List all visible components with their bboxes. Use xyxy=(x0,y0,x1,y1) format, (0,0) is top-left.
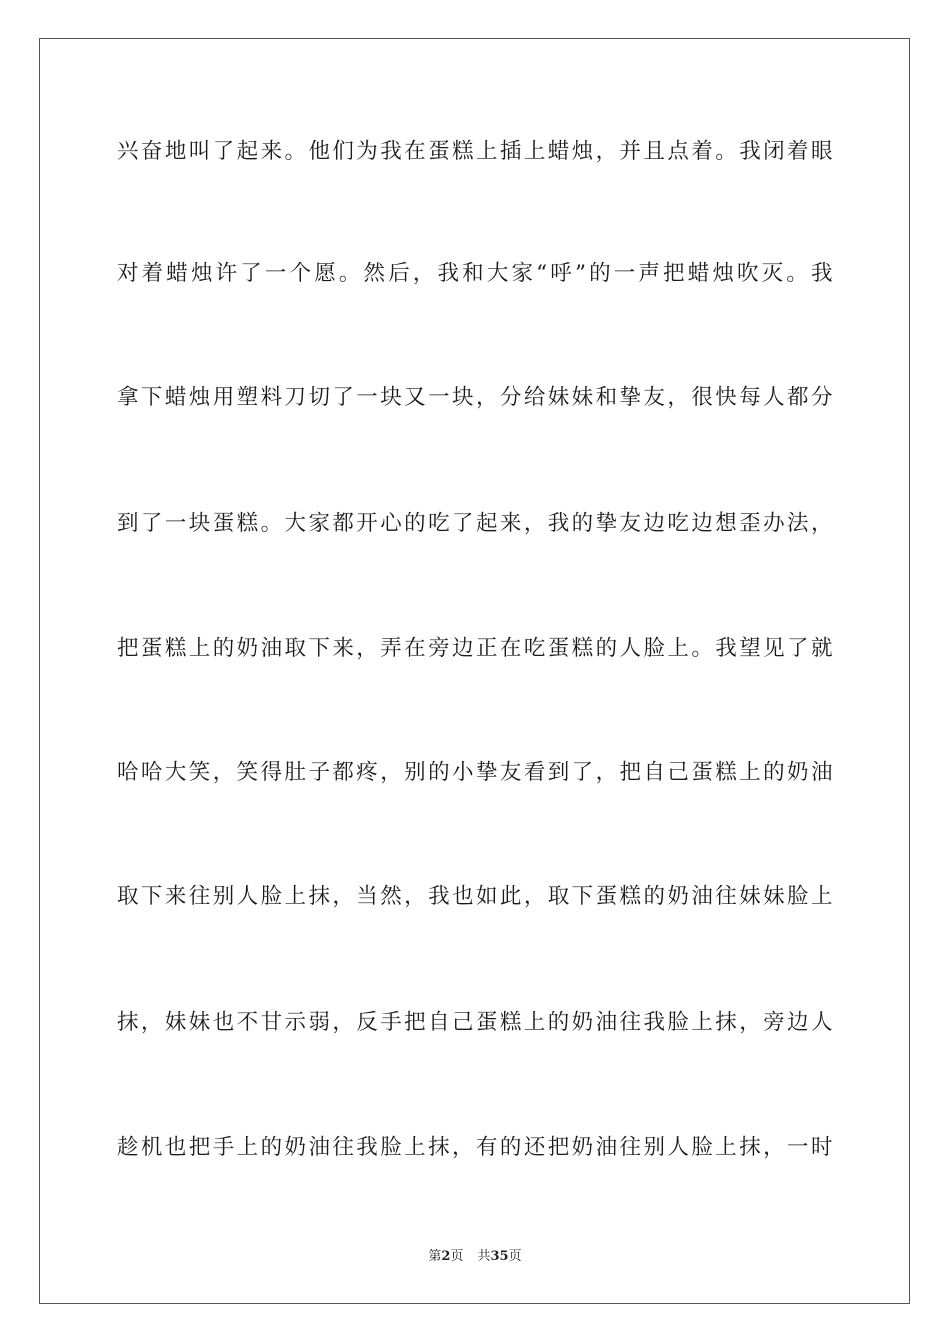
text-line-3: 拿下蜡烛用塑料刀切了一块又一块，分给妹妹和挚友，很快每人都分 xyxy=(117,385,833,410)
page-border xyxy=(39,38,910,1304)
page-number: 2 xyxy=(441,1249,451,1264)
text-line-6: 哈哈大笑，笑得肚子都疼，别的小挚友看到了，把自己蛋糕上的奶油 xyxy=(117,760,833,785)
text-line-7: 取下来往别人脸上抹，当然，我也如此，取下蛋糕的奶油往妹妹脸上 xyxy=(117,884,833,909)
page-footer xyxy=(0,1248,950,1266)
text-line-4: 到了一块蛋糕。大家都开心的吃了起来，我的挚友边吃边想歪办法， xyxy=(117,511,833,536)
total-prefix: 共 xyxy=(477,1249,491,1264)
page-prefix: 第 xyxy=(428,1249,442,1264)
total-suffix: 页 xyxy=(508,1249,522,1264)
text-line-9: 趁机也把手上的奶油往我脸上抹，有的还把奶油往别人脸上抹，一时 xyxy=(117,1135,833,1160)
text-line-1: 兴奋地叫了起来。他们为我在蛋糕上插上蜡烛，并且点着。我闭着眼 xyxy=(117,139,833,164)
total-pages: 35 xyxy=(490,1249,509,1264)
text-line-2: 对着蜡烛许了一个愿。然后，我和大家“呼”的一声把蜡烛吹灭。我 xyxy=(117,261,833,286)
page-suffix: 页 xyxy=(450,1249,464,1264)
text-line-8: 抹，妹妹也不甘示弱，反手把自己蛋糕上的奶油往我脸上抹，旁边人 xyxy=(117,1010,833,1035)
text-line-5: 把蛋糕上的奶油取下来，弄在旁边正在吃蛋糕的人脸上。我望见了就 xyxy=(117,636,833,661)
